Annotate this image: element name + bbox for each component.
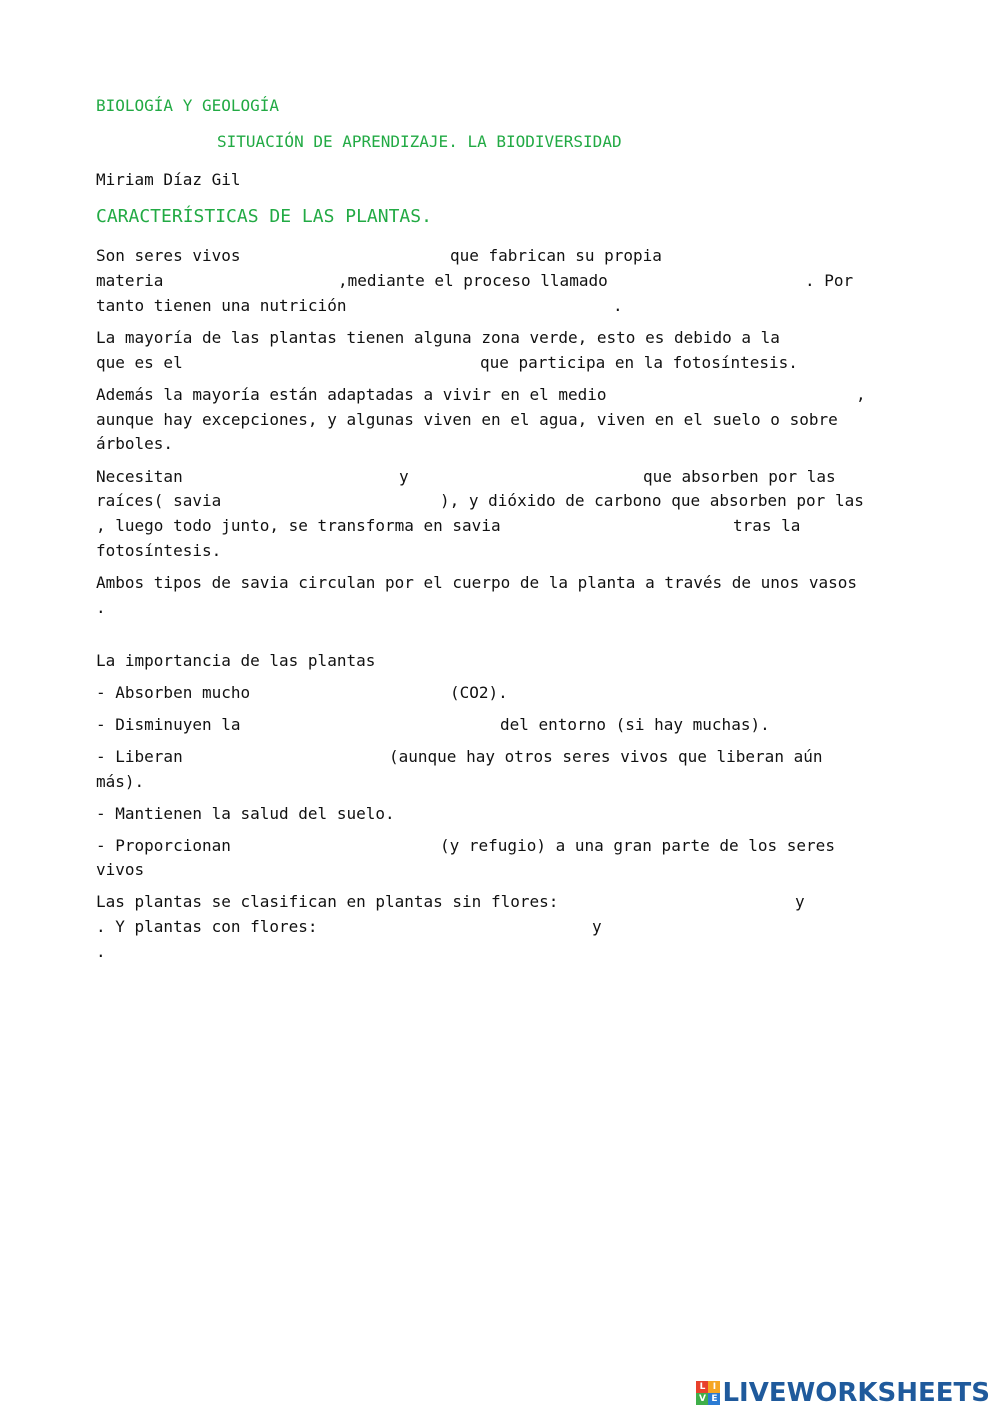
p1-line3b: . — [613, 296, 623, 315]
p5-line1: Ambos tipos de savia circulan por el cuerpo de la planta a través de unos vasos — [96, 573, 857, 592]
logo-box-icon — [696, 1381, 720, 1405]
p1-line3a: tanto tienen una nutrición — [96, 296, 347, 315]
classification-line1b: y — [795, 892, 805, 911]
p4-line3b: tras la — [733, 516, 801, 535]
importance-item5b: (y refugio) a una gran parte de los seres — [440, 836, 835, 855]
p1-line2c: . Por — [805, 271, 854, 290]
importance-item1a: - Absorben mucho — [96, 683, 251, 702]
logo-letter: L — [696, 1381, 708, 1393]
classification-line2a: . Y plantas con flores: — [96, 917, 318, 936]
importance-item4: - Mantienen la salud del suelo. — [96, 804, 395, 823]
p4-line1b: y — [399, 467, 409, 486]
importance-item2b: del entorno (si hay muchas). — [500, 715, 770, 734]
p1-line2a: materia — [96, 271, 164, 290]
logo-text: LIVEWORKSHEETS — [722, 1378, 990, 1408]
logo-letter: E — [708, 1393, 720, 1405]
p1-line1a: Son seres vivos — [96, 246, 241, 265]
subject-heading: BIOLOGÍA Y GEOLOGÍA — [96, 96, 280, 115]
p4-line2a: raíces( savia — [96, 491, 222, 510]
logo-letter: I — [708, 1381, 720, 1393]
liveworksheets-logo[interactable] — [696, 1378, 990, 1408]
classification-line3: . — [96, 942, 106, 961]
importance-item2a: - Disminuyen la — [96, 715, 241, 734]
p4-line2b: ), y dióxido de carbono que absorben por las — [440, 491, 864, 510]
situation-heading: SITUACIÓN DE APRENDIZAJE. LA BIODIVERSIDAD — [217, 132, 622, 151]
p2-line2a: que es el — [96, 353, 183, 372]
p2-line1: La mayoría de las plantas tienen alguna zona verde, esto es debido a la — [96, 328, 780, 347]
importance-title: La importancia de las plantas — [96, 651, 376, 670]
importance-item3b: (aunque hay otros seres vivos que liberan aún — [389, 747, 823, 766]
p1-line2b: ,mediante el proceso llamado — [338, 271, 608, 290]
importance-item5c: vivos — [96, 860, 145, 879]
importance-item5a: - Proporcionan — [96, 836, 231, 855]
importance-item1b: (CO2). — [450, 683, 508, 702]
p5-line2: . — [96, 598, 106, 617]
author-name: Miriam Díaz Gil — [96, 170, 241, 189]
importance-item3a: - Liberan — [96, 747, 183, 766]
p3-line1b: , — [856, 385, 866, 404]
section-title: CARACTERÍSTICAS DE LAS PLANTAS. — [96, 206, 432, 227]
logo-letter: V — [696, 1393, 708, 1405]
p4-line3a: , luego todo junto, se transforma en savia — [96, 516, 501, 535]
p1-line1b: que fabrican su propia — [450, 246, 662, 265]
p4-line1a: Necesitan — [96, 467, 183, 486]
p3-line2: aunque hay excepciones, y algunas viven en el agua, viven en el suelo o sobre — [96, 410, 838, 429]
p2-line2b: que participa en la fotosíntesis. — [480, 353, 798, 372]
importance-item3c: más). — [96, 772, 145, 791]
classification-line2b: y — [592, 917, 602, 936]
p3-line1a: Además la mayoría están adaptadas a vivir en el medio — [96, 385, 607, 404]
classification-line1a: Las plantas se clasifican en plantas sin flores: — [96, 892, 559, 911]
p3-line3: árboles. — [96, 434, 174, 453]
p4-line1c: que absorben por las — [643, 467, 836, 486]
p4-line4: fotosíntesis. — [96, 541, 222, 560]
